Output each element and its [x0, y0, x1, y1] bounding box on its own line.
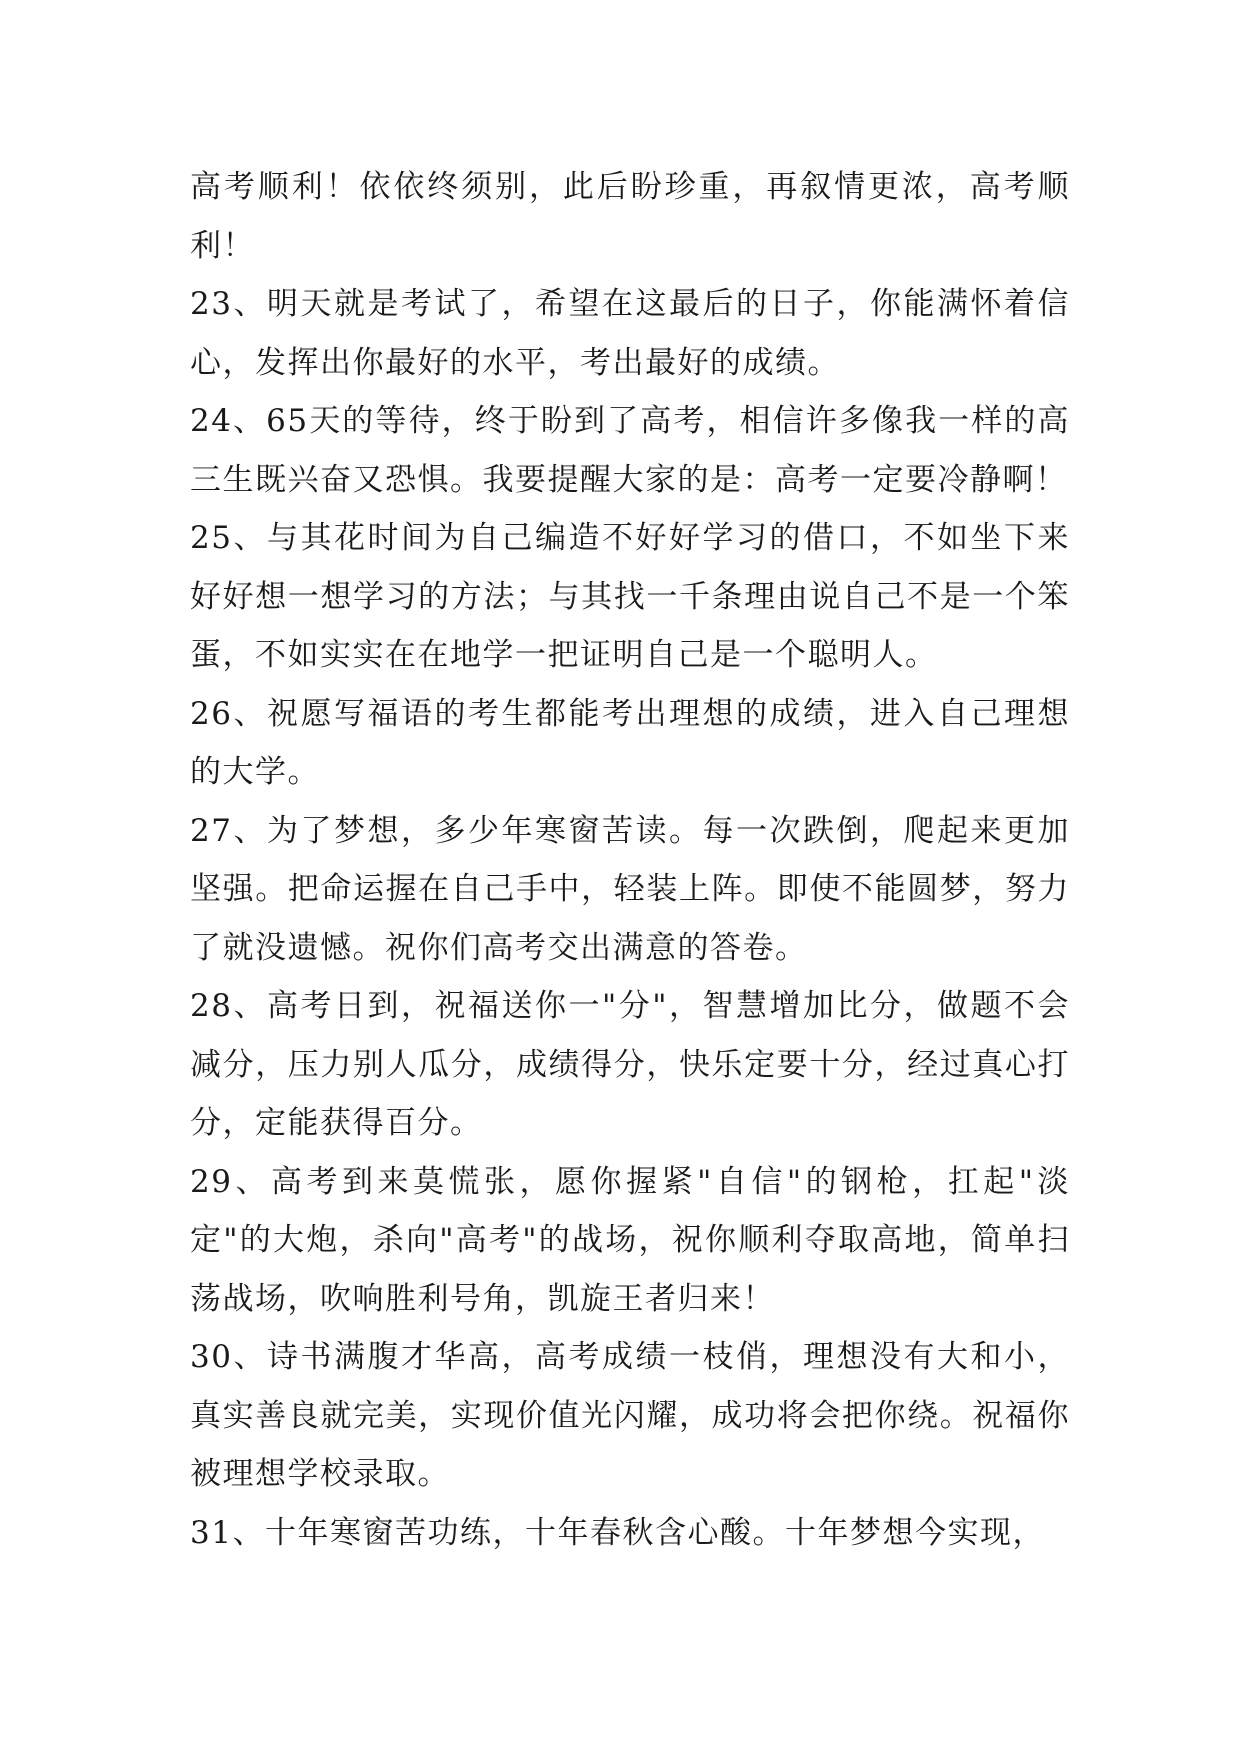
paragraph-24: 24、65天的等待，终于盼到了高考，相信许多像我一样的高三生既兴奋又恐惧。我要提醒大家的是：高考一定要冷静啊！: [190, 403, 1070, 498]
paragraph-31: 31、十年寒窗苦功练，十年春秋含心酸。十年梦想今实现，: [190, 1514, 1045, 1551]
document-body: [190, 158, 1070, 1562]
paragraph-25: 25、与其花时间为自己编造不好好学习的借口，不如坐下来好好想一想学习的方法；与其找一千条理由说自己不是一个笨蛋，不如实实在在地学一把证明自己是一个聪明人。: [190, 520, 1070, 673]
paragraph-29: 29、高考到来莫慌张，愿你握紧"自信"的钢枪，扛起"淡定"的大炮，杀向"高考"的战场，祝你顺利夺取高地，简单扫荡战场，吹响胜利号角，凯旋王者归来！: [190, 1163, 1070, 1317]
paragraph-28: 28、高考日到，祝福送你一"分"，智慧增加比分，做题不会减分，压力别人瓜分，成绩得分，快乐定要十分，经过真心打分，定能获得百分。: [190, 988, 1070, 1141]
paragraph-26: 26、祝愿写福语的考生都能考出理想的成绩，进入自己理想的大学。: [190, 695, 1070, 790]
paragraph-27: 27、为了梦想，多少年寒窗苦读。每一次跌倒，爬起来更加坚强。把命运握在自己手中，轻装上阵。即使不能圆梦，努力了就没遗憾。祝你们高考交出满意的答卷。: [190, 812, 1070, 966]
paragraph-23: 23、明天就是考试了，希望在这最后的日子，你能满怀着信心，发挥出你最好的水平，考出最好的成绩。: [190, 286, 1070, 381]
paragraph-continuation: 高考顺利！依依终须别，此后盼珍重，再叙情更浓，高考顺利！: [190, 169, 1070, 264]
paragraph-30: 30、诗书满腹才华高，高考成绩一枝俏，理想没有大和小，真实善良就完美，实现价值光闪耀，成功将会把你绕。祝福你被理想学校录取。: [190, 1339, 1070, 1492]
